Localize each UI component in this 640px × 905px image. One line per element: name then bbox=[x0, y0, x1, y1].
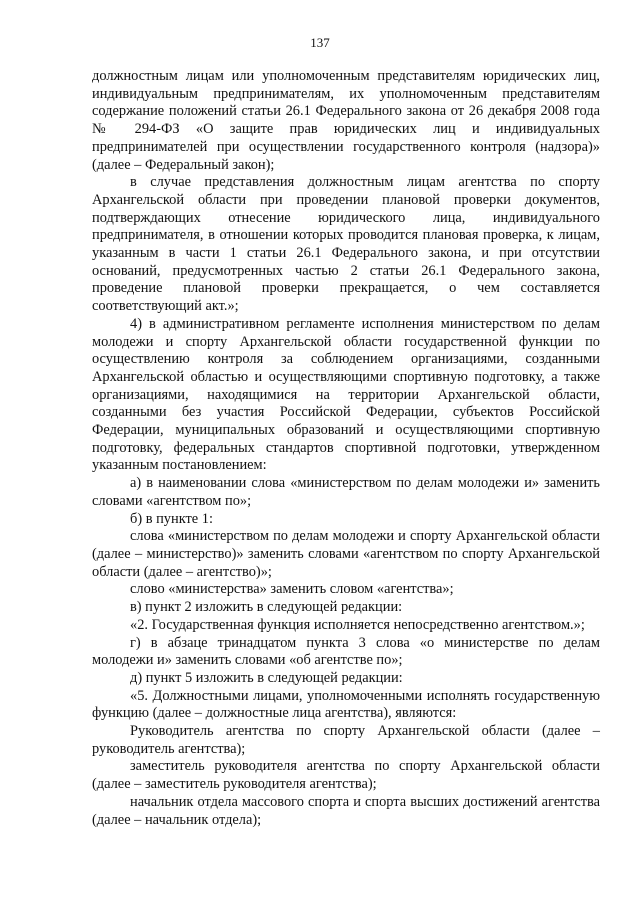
paragraph: должностным лицам или уполномоченным представителям юридических лиц, индивидуальным предпринимателям, их уполномоченным представителям содержание положений статьи 26.1 Федерального закона от 26 декабря 2008 года № 294-ФЗ «О защите прав юридических лиц и индивидуальных предпринимателей при осуществлении государственного контроля (надзора)» (далее – Федеральный закон); bbox=[92, 68, 600, 173]
paragraph: д) пункт 5 изложить в следующей редакции: bbox=[130, 669, 403, 686]
paragraph: 4) в административном регламенте исполнения министерством по делам молодежи и спорту Архангельской области государственной функции по осуществлению контроля за соблюдением организациями, созданными Архангельской областью и осуществляющими спортивную подготовку, а также организациями, находящимися на территории Архангельской области, созданными без участия Российской Федерации, субъектов Российской Федерации, муниципальных образований и осуществляющими спортивную подготовку, федеральных стандартов спортивной подготовки, утвержденном указанным постановлением: bbox=[92, 315, 600, 474]
paragraph: «5. Должностными лицами, уполномоченными исполнять государственную функцию (далее – должностные лица агентства), являются: bbox=[92, 687, 600, 722]
paragraph: б) в пункте 1: bbox=[130, 510, 213, 527]
paragraph: заместитель руководителя агентства по спорту Архангельской области (далее – заместитель руководителя агентства); bbox=[92, 758, 600, 793]
paragraph: Руководитель агентства по спорту Архангельской области (далее – руководитель агентства); bbox=[92, 723, 600, 757]
paragraph: начальник отдела массового спорта и спорта высших достижений агентства (далее – начальник отдела); bbox=[92, 793, 600, 828]
paragraph: слова «министерством по делам молодежи и спорту Архангельской области (далее – министерство)» заменить словами «агентством по спорту Архангельской области (далее – агентство)»; bbox=[92, 528, 600, 580]
paragraph: в) пункт 2 изложить в следующей редакции: bbox=[130, 599, 403, 616]
paragraph: в случае представления должностным лицам агентства по спорту Архангельской области при проведении плановой проверки документов, подтверждающих отнесение юридического лица, индивидуального предпринимателя, в отношении которых проводится плановая проверка, к лицам, указанным в части 1 статьи 26.1 Федерального закона, и при отсутствии оснований, предусмотренных частью 2 статьи 26.1 Федерального закона, проведение плановой проверки прекращается, о чем составляется соответствующий акт.»; bbox=[92, 174, 600, 315]
document-body bbox=[92, 68, 600, 829]
paragraph: слово «министерства» заменить словом «агентства»; bbox=[130, 581, 454, 598]
paragraph: а) в наименовании слова «министерством по делам молодежи и» заменить словами «агентством по»; bbox=[92, 475, 600, 509]
page-number: 137 bbox=[310, 35, 330, 50]
paragraph: «2. Государственная функция исполняется непосредственно агентством.»; bbox=[130, 616, 585, 633]
paragraph: г) в абзаце тринадцатом пункта 3 слова «о министерстве по делам молодежи и» заменить словами «об агентстве по»; bbox=[92, 634, 600, 669]
